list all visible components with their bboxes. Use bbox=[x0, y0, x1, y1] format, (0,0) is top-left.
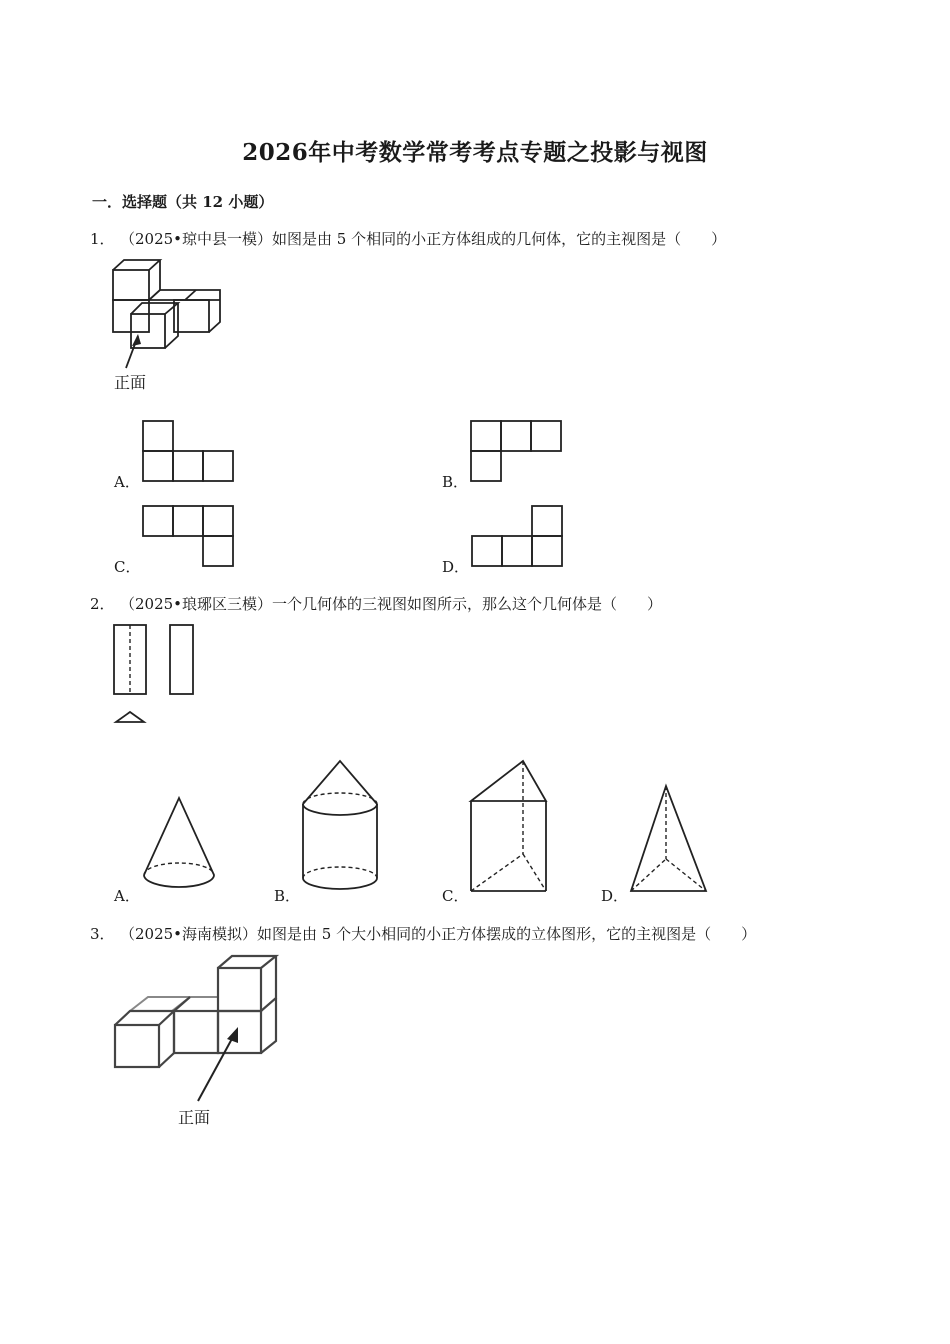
q1-option-d-figure[interactable] bbox=[471, 505, 563, 567]
q2-option-c-label[interactable]: C． bbox=[442, 887, 469, 905]
question-number: 2． bbox=[90, 595, 115, 613]
q1-front-caption: 正面 bbox=[114, 373, 147, 392]
q3-front-caption: 正面 bbox=[178, 1108, 211, 1127]
question-3 bbox=[90, 923, 756, 944]
question-text: （2025•琅琊区三模）一个几何体的三视图如图所示，那么这个几何体是（ ） bbox=[120, 595, 663, 613]
question-number: 3． bbox=[90, 925, 115, 943]
q2-option-b-cone-cylinder[interactable] bbox=[300, 758, 382, 898]
q1-solid-figure bbox=[108, 258, 228, 358]
q2-three-views-figure bbox=[112, 624, 196, 724]
q1-option-b-figure[interactable] bbox=[470, 420, 562, 482]
q2-option-d-pyramid[interactable] bbox=[628, 783, 712, 897]
q2-option-b-label[interactable]: B． bbox=[274, 887, 301, 905]
q1-option-c-figure[interactable] bbox=[142, 505, 234, 567]
question-text: （2025•琼中县一模）如图是由 5 个相同的小正方体组成的几何体，它的主视图是（ ） bbox=[120, 230, 727, 248]
q3-solid-figure bbox=[110, 953, 285, 1113]
q1-option-b-label[interactable]: B． bbox=[442, 473, 469, 491]
question-text: （2025•海南模拟）如图是由 5 个大小相同的小正方体摆成的立体图形，它的主视图是（ ） bbox=[120, 925, 757, 943]
page-title: 2026年中考数学常考考点专题之投影与视图 bbox=[242, 139, 708, 166]
question-1 bbox=[90, 228, 726, 249]
q2-option-a-label[interactable]: A． bbox=[114, 887, 140, 905]
q1-option-d-label[interactable]: D． bbox=[442, 558, 470, 576]
question-2 bbox=[90, 593, 662, 614]
q1-option-a-figure[interactable] bbox=[142, 420, 234, 482]
q2-option-d-label[interactable]: D． bbox=[601, 887, 629, 905]
q1-option-c-label[interactable]: C． bbox=[114, 558, 141, 576]
q2-option-c-prism[interactable] bbox=[468, 758, 552, 898]
q2-option-a-cone[interactable] bbox=[140, 795, 220, 895]
q1-option-a-label[interactable]: A． bbox=[114, 473, 140, 491]
question-number: 1． bbox=[90, 230, 115, 248]
section-heading: 一．选择题（共 12 小题） bbox=[92, 193, 274, 211]
